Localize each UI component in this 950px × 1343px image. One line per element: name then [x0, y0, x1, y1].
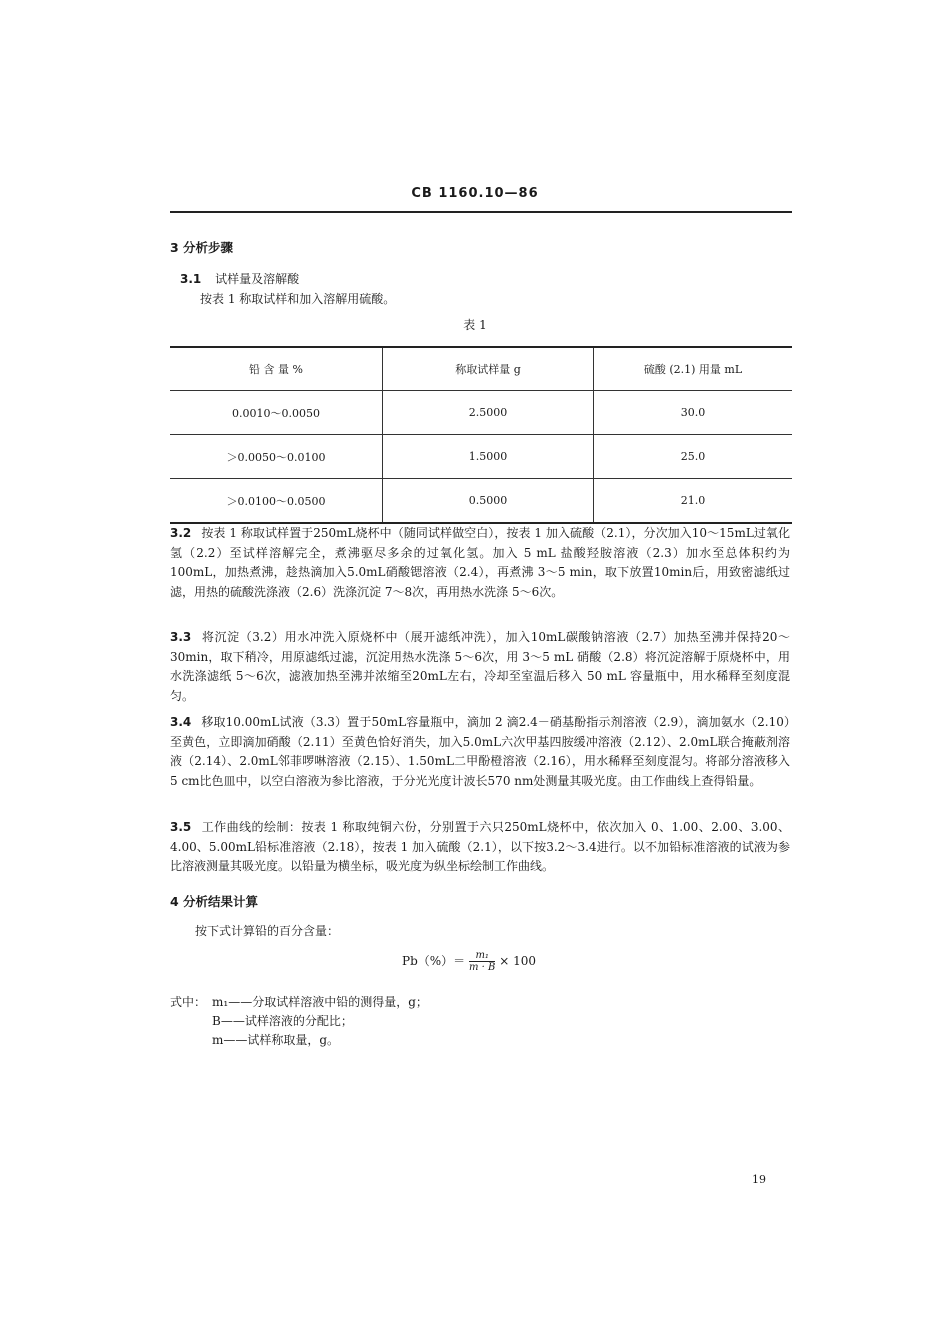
table-cell: 30.0 [594, 391, 793, 435]
section-3-heading: 3 分析步骤 [170, 240, 234, 255]
formula-fraction [469, 950, 495, 973]
table-header-cell: 铅 含 量 % [170, 347, 383, 391]
formula [402, 950, 536, 973]
paragraph-3-2-text: 按表 1 称取试样置于250mL烧杯中（随同试样做空白），按表 1 加入硫酸（2.1），分次加入10～15mL过氧化氢（2.2）至试样溶解完全，煮沸驱尽多余的过氧化氢。加入 5 mL 盐酸羟胺溶液（2.3）加水至总体积约为100mL，加热煮沸，趁热滴加入5.0mL硝酸锶溶液（2.4），再煮沸 3～5 min，取下放置10min后，用致密滤纸过滤，用热的硫酸洗涤液（2.6）洗涤沉淀 7～8次，再用热水洗涤 5～6次。 [170, 526, 790, 599]
table-cell: 1.5000 [383, 435, 594, 479]
table-1 [170, 346, 792, 524]
table-cell: 2.5000 [383, 391, 594, 435]
table-cell: 0.5000 [383, 479, 594, 524]
definition-item: m₁——分取试样溶液中铅的测得量，g； [212, 995, 428, 1009]
table-cell: 25.0 [594, 435, 793, 479]
paragraph-3-3 [170, 628, 790, 706]
paragraph-3-4-text: 移取10.00mL试液（3.3）置于50mL容量瓶中，滴加 2 滴2.4－硝基酚指示剂溶液（2.9），滴加氨水（2.10）至黄色，立即滴加硝酸（2.11）至黄色恰好消失，加入5.0mL六次甲基四胺缓冲溶液（2.12）、2.0mL联合掩蔽剂溶液（2.14）、2.0mL邻菲啰啉溶液（2.15）、1.50mL二甲酚橙溶液（2.16），用水稀释至刻度混匀。将部分溶液移入 5 cm比色皿中，以空白溶液为参比溶液，于分光光度计波长570 nm处测量其吸光度。由工作曲线上查得铅量。 [170, 715, 790, 788]
formula-intro: 按下式计算铅的百分含量： [195, 924, 340, 938]
page-number: 19 [752, 1173, 766, 1186]
table-header-cell: 称取试样量 g [383, 347, 594, 391]
paragraph-3-3-number: 3.3 [170, 630, 192, 644]
paragraph-3-3-text: 将沉淀（3.2）用水冲洗入原烧杯中（展开滤纸冲洗），加入10mL碳酸钠溶液（2.7）加热至沸并保持20～30min，取下稍冷，用原滤纸过滤，沉淀用热水洗涤 5～6次，用 3～5 mL 硝酸（2.8）将沉淀溶解于原烧杯中，用水洗涤滤纸 5～6次，滤液加热至沸并浓缩至20mL左右，冷却至室温后移入 50 mL 容量瓶中，用水稀释至刻度混匀。 [170, 630, 790, 703]
table-cell: 0.0010～0.0050 [170, 391, 383, 435]
formula-rhs: × 100 [499, 954, 536, 968]
paragraph-3-4-number: 3.4 [170, 715, 192, 729]
where-label: 式中： [170, 995, 207, 1009]
formula-denominator: m · B [469, 962, 496, 973]
table-cell: ＞0.0050～0.0100 [170, 435, 383, 479]
table-row [170, 435, 792, 479]
formula-lhs: Pb（%）＝ [402, 954, 466, 968]
paragraph-3-5-text: 工作曲线的绘制：按表 1 称取纯铜六份，分别置于六只250mL烧杯中，依次加入 0、1.00、2.00、3.00、4.00、5.00mL铅标准溶液（2.18），按表 1 加入硫酸（2.1），以下按3.2～3.4进行。以不加铅标准溶液的试液为参比溶液测量其吸光度。以铅量为横坐标，吸光度为纵坐标绘制工作曲线。 [170, 820, 790, 873]
paragraph-3-2 [170, 524, 790, 602]
table-cell: 21.0 [594, 479, 793, 524]
table-row [170, 391, 792, 435]
subsection-3-1-title: 试样量及溶解酸 [215, 272, 300, 286]
table-header-row [170, 347, 792, 391]
section-4-heading: 4 分析结果计算 [170, 894, 259, 909]
paragraph-3-5 [170, 818, 790, 877]
paragraph-3-2-number: 3.2 [170, 526, 192, 540]
subsection-3-1-number: 3.1 [180, 272, 202, 286]
table-header-cell: 硫酸 (2.1) 用量 mL [594, 347, 793, 391]
table-caption: 表 1 [463, 318, 487, 332]
header-rule [170, 211, 792, 213]
subsection-3-1 [180, 270, 299, 289]
table-row [170, 479, 792, 524]
subsection-3-1-text: 按表 1 称取试样和加入溶解用硫酸。 [200, 292, 396, 306]
definition-item: m——试样称取量，g。 [212, 1033, 340, 1047]
formula-numerator: m₁ [469, 950, 495, 962]
paragraph-3-4 [170, 713, 790, 791]
table-cell: ＞0.0100～0.0500 [170, 479, 383, 524]
definition-item: B——试样溶液的分配比； [212, 1014, 353, 1028]
paragraph-3-5-number: 3.5 [170, 820, 192, 834]
standard-header: CB 1160.10—86 [411, 186, 539, 201]
